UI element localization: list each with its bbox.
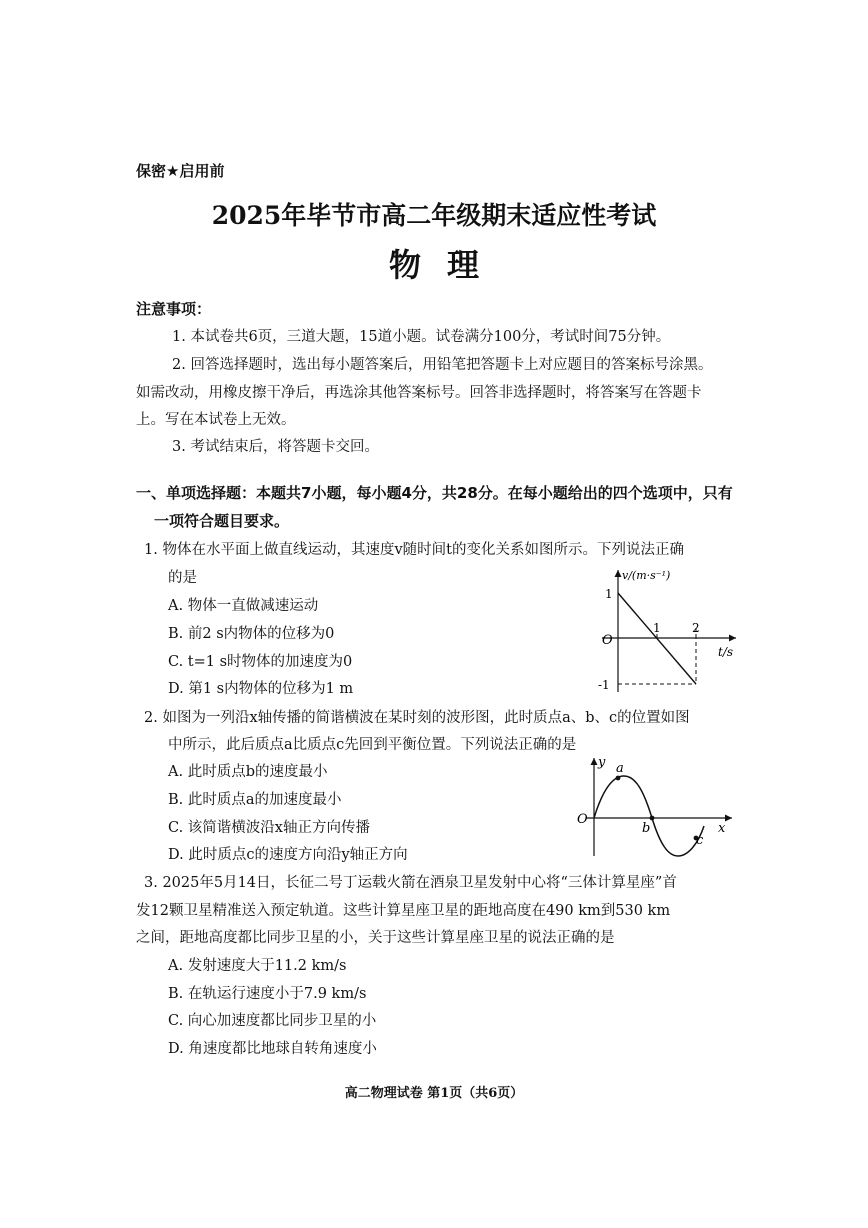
- q1-velocity-time-graph: [580, 562, 750, 694]
- notice-item-1: 1. 本试卷共6页，三道大题，15道小题。试卷满分100分，考试时间75分钟。: [172, 329, 671, 345]
- q2-point-a: [616, 776, 621, 781]
- notice-heading: 注意事项：: [136, 300, 212, 318]
- q2-label-a: a: [616, 761, 624, 776]
- q2-label-c: c: [696, 833, 704, 848]
- exam-title: 2025年毕节市高二年级期末适应性考试: [211, 201, 657, 230]
- q1-option-b: B. 前2 s内物体的位移为0: [168, 626, 335, 642]
- q2-x-axis-label: x: [718, 821, 726, 836]
- q2-option-d: D. 此时质点c的速度方向沿y轴正方向: [168, 847, 408, 863]
- q2-option-c: C. 该简谐横波沿x轴正方向传播: [168, 820, 370, 836]
- q1-option-a: A. 物体一直做减速运动: [168, 598, 319, 614]
- q1-tick-x-2: 2: [692, 621, 700, 635]
- q3-option-d: D. 角速度都比地球自转角速度小: [168, 1041, 377, 1057]
- q2-y-axis-label: y: [598, 755, 606, 770]
- q1-stem-cont: 的是: [168, 570, 197, 586]
- notice-item-2: 2. 回答选择题时，选出每小题答案后，用铅笔把答题卡上对应题目的答案标号涂黑。: [172, 357, 713, 373]
- q2-label-b: b: [642, 821, 651, 836]
- confidential-mark: 保密★启用前: [136, 162, 225, 180]
- section-1-heading: 一、单项选择题：本题共7小题，每小题4分，共28分。在每小题给出的四个选项中，只有: [136, 484, 733, 502]
- q1-tick-y-top: 1: [605, 587, 613, 601]
- page-footer: 高二物理试卷 第1页（共6页）: [344, 1086, 524, 1101]
- q2-origin-label: O: [577, 812, 588, 827]
- notice-item-2-end: 上。写在本试卷上无效。: [136, 412, 296, 428]
- q3-option-a: A. 发射速度大于11.2 km/s: [168, 958, 347, 974]
- q1-origin-label: O: [602, 633, 613, 648]
- q2-stem-cont: 中所示，此后质点a比质点c先回到平衡位置。下列说法正确的是: [168, 737, 577, 753]
- q2-option-a: A. 此时质点b的速度最小: [168, 764, 328, 780]
- q3-option-b: B. 在轨运行速度小于7.9 km/s: [168, 986, 367, 1002]
- q1-y-axis-label: v/(m·s⁻¹): [622, 569, 671, 582]
- q1-x-axis-label: t/s: [718, 645, 734, 659]
- subject-title: 物理: [388, 246, 505, 284]
- q2-stem: 2. 如图为一列沿x轴传播的简谐横波在某时刻的波形图，此时质点a、b、c的位置如图: [144, 710, 690, 726]
- q1-option-c: C. t=1 s时物体的加速度为0: [168, 654, 353, 670]
- q2-option-b: B. 此时质点a的加速度最小: [168, 792, 342, 808]
- q2-point-b: [650, 816, 655, 821]
- q1-tick-y-bottom: -1: [598, 678, 610, 692]
- q1-tick-x-1: 1: [653, 621, 661, 635]
- notice-item-3: 3. 考试结束后，将答题卡交回。: [172, 439, 379, 455]
- notice-item-2-cont: 如需改动，用橡皮擦干净后，再选涂其他答案标号。回答非选择题时，将答案写在答题卡: [136, 385, 702, 401]
- q1-stem: 1. 物体在水平面上做直线运动，其速度v随时间t的变化关系如图所示。下列说法正确: [144, 542, 684, 558]
- q3-stem: 3. 2025年5月14日，长征二号丁运载火箭在酒泉卫星发射中心将“三体计算星座”首: [144, 875, 677, 891]
- q3-option-c: C. 向心加速度都比同步卫星的小: [168, 1013, 377, 1029]
- section-1-heading-cont: 一项符合题目要求。: [154, 512, 290, 530]
- q3-stem-cont-1: 发12颗卫星精准送入预定轨道。这些计算星座卫星的距地高度在490 km到530 km: [136, 903, 671, 919]
- q1-option-d: D. 第1 s内物体的位移为1 m: [168, 681, 354, 697]
- q2-wave-curve: [594, 776, 704, 856]
- q2-waveform-graph: [572, 752, 740, 862]
- q3-stem-cont-2: 之间，距地高度都比同步卫星的小，关于这些计算星座卫星的说法正确的是: [136, 930, 615, 946]
